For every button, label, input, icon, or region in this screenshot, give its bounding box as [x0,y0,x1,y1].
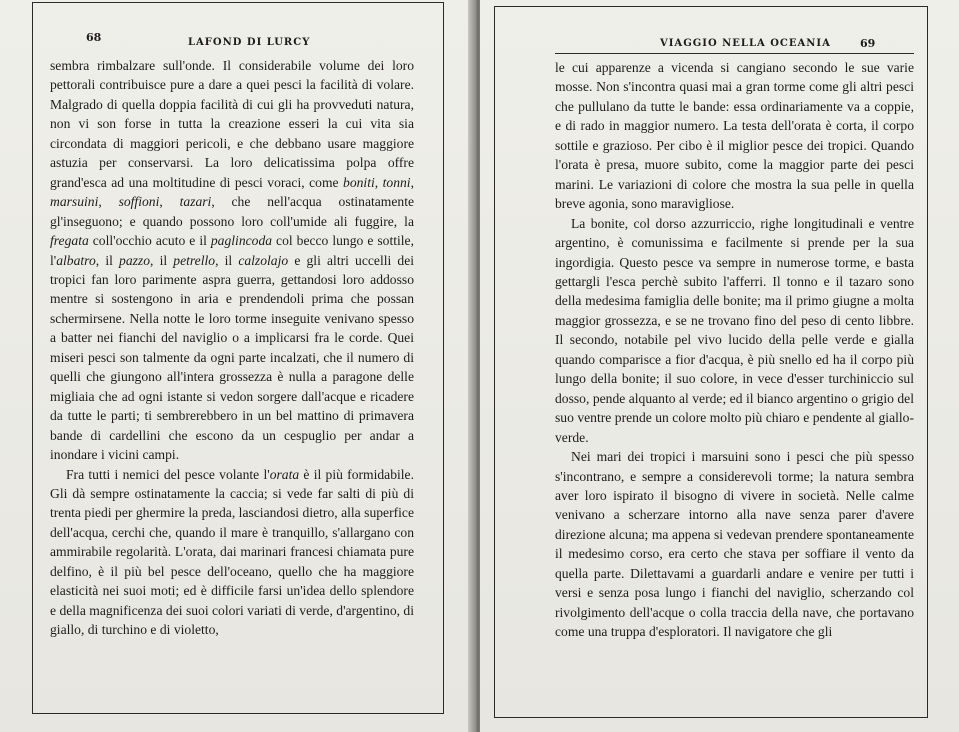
left-paragraph-1: sembra rimbalzare sull'onde. Il considerabile volume dei loro pettorali contribuisce pure a dare a quei pesci la facilità di volare. Malgrado di quella doppia facilità di cui gli ha provveduti natura, non vi son forse in tutta la creazione esseri la cui vita sia circondata di maggiori pericoli, e che debbano usare maggiore astuzia per conservarsi. La loro delicatissima polpa offre grand'esca ad una moltitudine di pesci voraci, come boniti, tonni, marsuini, soffioni, tazari, che nell'acqua ostinatamente gl'inseguono; e quando possono loro coll'umide ali fuggire, la fregata coll'occhio acuto e il paglincoda col becco lungo e sottile, l'albatro, il pazzo, il petrello, il calzolajo e gli altri uccelli dei tropici fan loro parimente aspra guerra, gettandosi loro addosso mentre si sostengono in aria e prendendoli prima che possan schermirsene. Nella notte le loro torme inseguite venivano spesso a batter nei fianchi del naviglio o a implicarsi fra le corde. Quei miseri pesci son talmente da ogni parte incalzati, che il numero di quelli che giungono all'intera grossezza è nulla a paragone delle migliaia che ad ogni istante si vedon sorgere dall'acque e ricadere da tutte le parti; ti sembrerebbero in un bel mattino di primavera bande di cardellini che escono da un cespuglio per andar a inondare i vicini campi. [50,58,415,463]
left-page [0,0,474,732]
right-running-head: VIAGGIO NELLA OCEANIA [660,38,831,49]
right-page-number: 69 [860,37,876,50]
right-paragraph-1: le cui apparenze a vicenda si cangiano secondo le sue varie mosse. Non s'incontra quasi mai a gran torme come gli altri pesci che pullulano da tutte le bande: essa ordinariamente va a coppie, e di rado in maggior numero. La testa dell'orata è corta, il corpo sottile e grazioso. Per cibo è il miglior pesce dei tropici. Quando l'orata è presa, muore subito, come la maggior parte dei pesci marini. Le variazioni di colore che mostra la sua pelle in quella breve agonia, sono maravigliose. [555,60,914,212]
left-running-head: LAFOND DI LURCY [188,37,311,48]
left-page-number: 68 [86,31,102,44]
right-paragraph-3: Nei mari dei tropici i marsuini sono i pesci che più spesso s'incontrano, e sempre a considerevoli torme; la natura sembra aver loro ispirato il bisogno di vivere in società. Nelle calme venivano a scherzare intorno alla nave senza parer d'avere direzione alcuna; ma appena si vedevan prendere spontaneamente il medesimo corso, era certo che stava per soffiare il vento da quella parte. Dilettavami a guardarli andare e venire per tutti i versi e senza posa lungo i fianchi del naviglio, scherzando col rivolgimento dell'acque o colla traccia della nave, che portavano come una truppa d'esploratori. Il navigatore che gli [555,449,914,640]
right-paragraph-2: La bonite, col dorso azzurriccio, righe longitudinali e ventre argentino, è comunissima e facilmente si prende per la sua ingordigia. Questo pesce va sempre in numerose torme, e basta gettargli l'esca perchè subito l'afferri. Il tonno e il tazaro sono della medesima famiglia delle bonite; ma il primo giugne a molta maggior grossezza, e se ne trovano fino del peso di cento libbre. Il secondo, notabile pel vivo lucido della pelle verde e gialla quando comparisce a fior d'acqua, è più snello ed ha il corpo più lungo della bonite; il suo colore, in vece d'esser turchiniccio sul dosso, pende alquanto al verde; ed il bianco argentino o grigio del suo ventre prende un colore molto più chiaro e pendente al giallo-verde. [555,215,914,445]
left-page-text [50,56,414,640]
right-header-rule [555,53,914,54]
right-page-text [555,58,914,642]
left-paragraph-2: Fra tutti i nemici del pesce volante l'orata è il più formidabile. Gli dà sempre ostinatamente la caccia; si vede far salti di più di trenta piedi per ghermire la preda, lasciandosi dietro, alla superfice dell'acqua, cerchi che, quando il mare è tranquillo, s'allargano con ammirabile regolarità. L'orata, dai marinari francesi chiamata pure delfino, è il più bel pesce dell'oceano, quello che ha maggiore elasticità nei suoi moti; ed è difficile farsi un'idea dello splendore e della magnificenza dei suoi colori variati di verde, d'argentino, di giallo, di turchino e di violetto, [50,466,414,638]
right-page [480,0,959,732]
